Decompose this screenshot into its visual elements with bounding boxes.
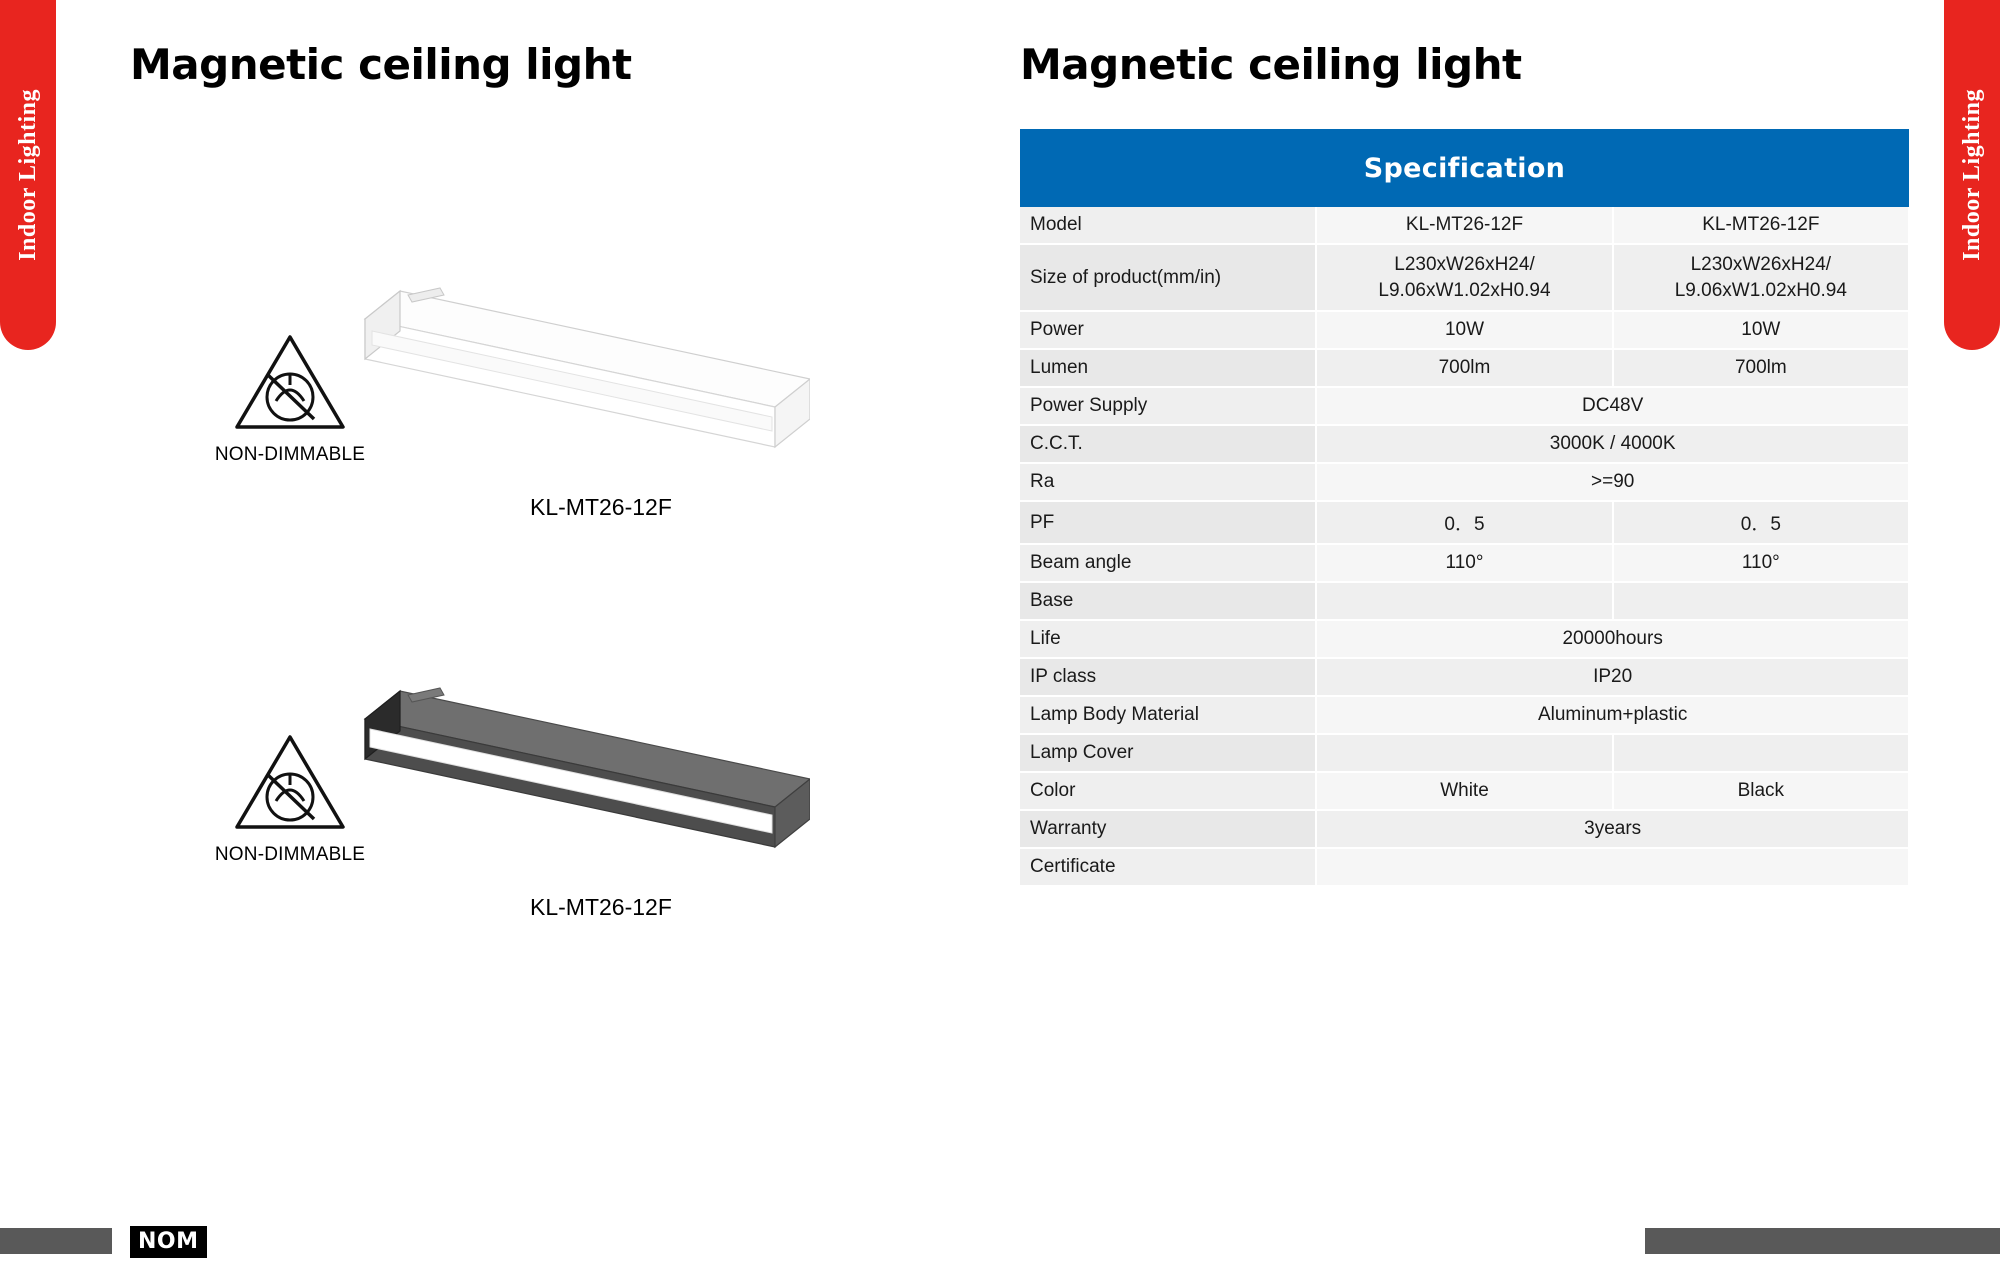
spec-row xyxy=(1020,425,1909,463)
spec-row-value: 0．5 xyxy=(1613,501,1909,544)
spec-row xyxy=(1020,772,1909,810)
product-white xyxy=(130,129,1010,520)
spec-row-value: 110° xyxy=(1613,544,1909,582)
badge-caption-white: NON-DIMMABLE xyxy=(214,444,366,465)
footer-bar-right xyxy=(1645,1228,2000,1254)
specification-body xyxy=(1020,207,1909,886)
spec-row xyxy=(1020,207,1909,244)
spec-row-label: Power Supply xyxy=(1020,387,1316,425)
non-dimmable-badge-white xyxy=(200,329,380,466)
spec-row-value xyxy=(1613,582,1909,620)
spec-row-value: KL-MT26-12F xyxy=(1613,207,1909,244)
non-dimmable-icon xyxy=(230,729,350,833)
spec-row xyxy=(1020,582,1909,620)
spec-row-label: IP class xyxy=(1020,658,1316,696)
spec-row-label: Life xyxy=(1020,620,1316,658)
spec-row-value: 20000hours xyxy=(1316,620,1909,658)
spec-row-label: Base xyxy=(1020,582,1316,620)
spec-row xyxy=(1020,848,1909,886)
spec-row-label: Lumen xyxy=(1020,349,1316,387)
badge-caption-black: NON-DIMMABLE xyxy=(214,844,366,865)
spec-row-label: Size of product(mm/in) xyxy=(1020,244,1316,311)
spec-row-value: 700lm xyxy=(1613,349,1909,387)
spec-row xyxy=(1020,810,1909,848)
non-dimmable-icon xyxy=(230,329,350,433)
linear-lamp-white-illustration xyxy=(340,279,810,469)
spec-row xyxy=(1020,311,1909,349)
page-title-left: Magnetic ceiling light xyxy=(130,40,632,89)
footer-bar-left xyxy=(0,1228,112,1254)
model-caption-black: KL-MT26-12F xyxy=(530,894,672,920)
spec-row-value: 3000K / 4000K xyxy=(1316,425,1909,463)
right-column xyxy=(1020,40,1950,887)
left-column xyxy=(130,40,1010,920)
model-caption-white: KL-MT26-12F xyxy=(530,494,672,520)
spec-row-value: 700lm xyxy=(1316,349,1612,387)
spec-row-label: C.C.T. xyxy=(1020,425,1316,463)
spec-row-label: Lamp Body Material xyxy=(1020,696,1316,734)
nom-logo: NOM xyxy=(130,1226,207,1258)
spec-row-value: Aluminum+plastic xyxy=(1316,696,1909,734)
spec-row xyxy=(1020,696,1909,734)
spec-row-value: DC48V xyxy=(1316,387,1909,425)
spec-row-label: Ra xyxy=(1020,463,1316,501)
spec-row xyxy=(1020,544,1909,582)
spec-row xyxy=(1020,734,1909,772)
spec-row xyxy=(1020,463,1909,501)
spec-row-label: Model xyxy=(1020,207,1316,244)
spec-row xyxy=(1020,244,1909,311)
spec-row-value: L230xW26xH24/ L9.06xW1.02xH0.94 xyxy=(1613,244,1909,311)
linear-lamp-black-illustration xyxy=(340,679,810,869)
spec-row-value: White xyxy=(1316,772,1612,810)
spec-row-value: 10W xyxy=(1316,311,1612,349)
side-tab-left xyxy=(0,0,56,350)
spec-row xyxy=(1020,658,1909,696)
side-tab-right-label: Indoor Lighting xyxy=(1958,89,1985,261)
side-tab-right xyxy=(1944,0,2000,350)
spec-row xyxy=(1020,387,1909,425)
side-tab-left-label: Indoor Lighting xyxy=(14,89,41,261)
spec-row-value xyxy=(1316,734,1612,772)
spec-row xyxy=(1020,501,1909,544)
spec-row-label: Lamp Cover xyxy=(1020,734,1316,772)
product-image-black xyxy=(340,679,810,859)
specification-table xyxy=(1020,129,1910,887)
spec-row-value xyxy=(1316,582,1612,620)
spec-row-value: >=90 xyxy=(1316,463,1909,501)
spec-row-value: 110° xyxy=(1316,544,1612,582)
spec-row-value: IP20 xyxy=(1316,658,1909,696)
product-black xyxy=(130,529,1010,920)
spec-row-value: Black xyxy=(1613,772,1909,810)
spec-row-label: PF xyxy=(1020,501,1316,544)
spec-row-label: Certificate xyxy=(1020,848,1316,886)
non-dimmable-badge-black xyxy=(200,729,380,866)
page-title-right: Magnetic ceiling light xyxy=(1020,40,1522,89)
spec-row-value: L230xW26xH24/ L9.06xW1.02xH0.94 xyxy=(1316,244,1612,311)
specification-header: Specification xyxy=(1020,129,1909,207)
spec-row-value: KL-MT26-12F xyxy=(1316,207,1612,244)
spec-row xyxy=(1020,349,1909,387)
spec-row xyxy=(1020,620,1909,658)
spec-row-value xyxy=(1316,848,1909,886)
spec-row-label: Power xyxy=(1020,311,1316,349)
spec-row-value: 3years xyxy=(1316,810,1909,848)
spec-row-label: Beam angle xyxy=(1020,544,1316,582)
spec-row-value xyxy=(1613,734,1909,772)
spec-row-value: 10W xyxy=(1613,311,1909,349)
spec-row-label: Warranty xyxy=(1020,810,1316,848)
spec-row-value: 0．5 xyxy=(1316,501,1612,544)
spec-row-label: Color xyxy=(1020,772,1316,810)
product-image-white xyxy=(340,279,810,459)
